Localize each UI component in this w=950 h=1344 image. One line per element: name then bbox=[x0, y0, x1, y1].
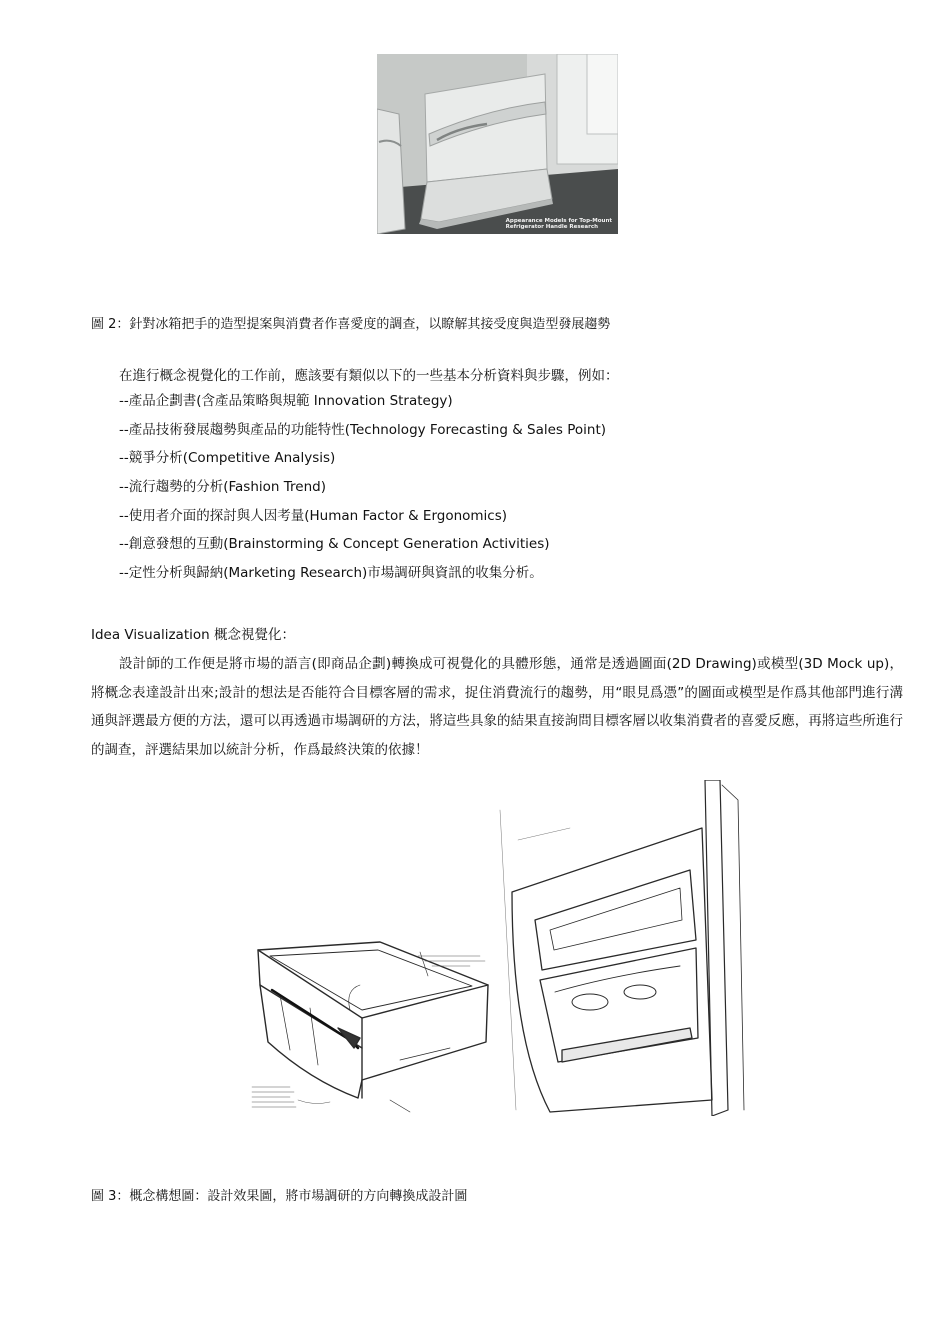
list-item: --流行趨勢的分析(Fashion Trend) bbox=[119, 479, 326, 496]
handle-models-illustration bbox=[377, 54, 618, 234]
list-item: --使用者介面的探討與人因考量(Human Factor & Ergonomics) bbox=[119, 507, 508, 524]
concept-sketch-drawing bbox=[250, 780, 750, 1116]
list-item: --定性分析與歸納(Marketing Research)市場調研與資訊的收集分析。 bbox=[119, 565, 543, 582]
refrigerator-handle-models-photo bbox=[377, 54, 618, 234]
list-item: --競爭分析(Competitive Analysis) bbox=[119, 450, 336, 467]
analysis-steps-list bbox=[119, 393, 606, 594]
water-dispenser-sketch bbox=[500, 780, 744, 1116]
figure-3-caption: 圖 3：概念構想圖：設計效果圖，將市場調研的方向轉換成設計圖 bbox=[91, 1189, 468, 1204]
section-heading: Idea Visualization 概念視覺化： bbox=[91, 627, 295, 643]
crisper-drawer-sketch bbox=[258, 942, 488, 1112]
list-item: --創意發想的互動(Brainstorming & Concept Generation Activities) bbox=[119, 536, 550, 553]
list-item: --產品企劃書(含產品策略與規範 Innovation Strategy) bbox=[119, 393, 453, 409]
photo-overlay-text: Appearance Models for Top-Mount Refrigerator Handle Research bbox=[505, 218, 612, 230]
intro-paragraph: 在進行概念視覺化的工作前，應該要有類似以下的一些基本分析資料與步驟，例如： bbox=[119, 368, 619, 384]
list-item: --產品技術發展趨勢與產品的功能特性(Technology Forecasting & Sales Point) bbox=[119, 421, 607, 438]
idea-visualization-paragraph: 設計師的工作便是將市場的語言(即商品企劃)轉換成可視覺化的具體形態，通常是透過圖面(2D Drawing)或模型(3D Mock up)，將概念表達設計出來;設計的想法是否能符合目標客層的需求，捉住消費流行的趨勢，用“眼見爲憑”的圖面或模型是作爲其他部門進行溝通與評選最方便的方法，還可以再透過市場調研的方法，將這些具象的結果直接詢問目標客層以收集消費者的喜愛反應，再將這些所進行的調查，評選結果加以統計分析，作爲最終決策的依據！ bbox=[91, 656, 903, 758]
figure-2-caption: 圖 2：針對冰箱把手的造型提案與消費者作喜愛度的調查，以瞭解其接受度與造型發展趨勢 bbox=[91, 317, 611, 332]
concept-sketch bbox=[250, 780, 750, 1116]
